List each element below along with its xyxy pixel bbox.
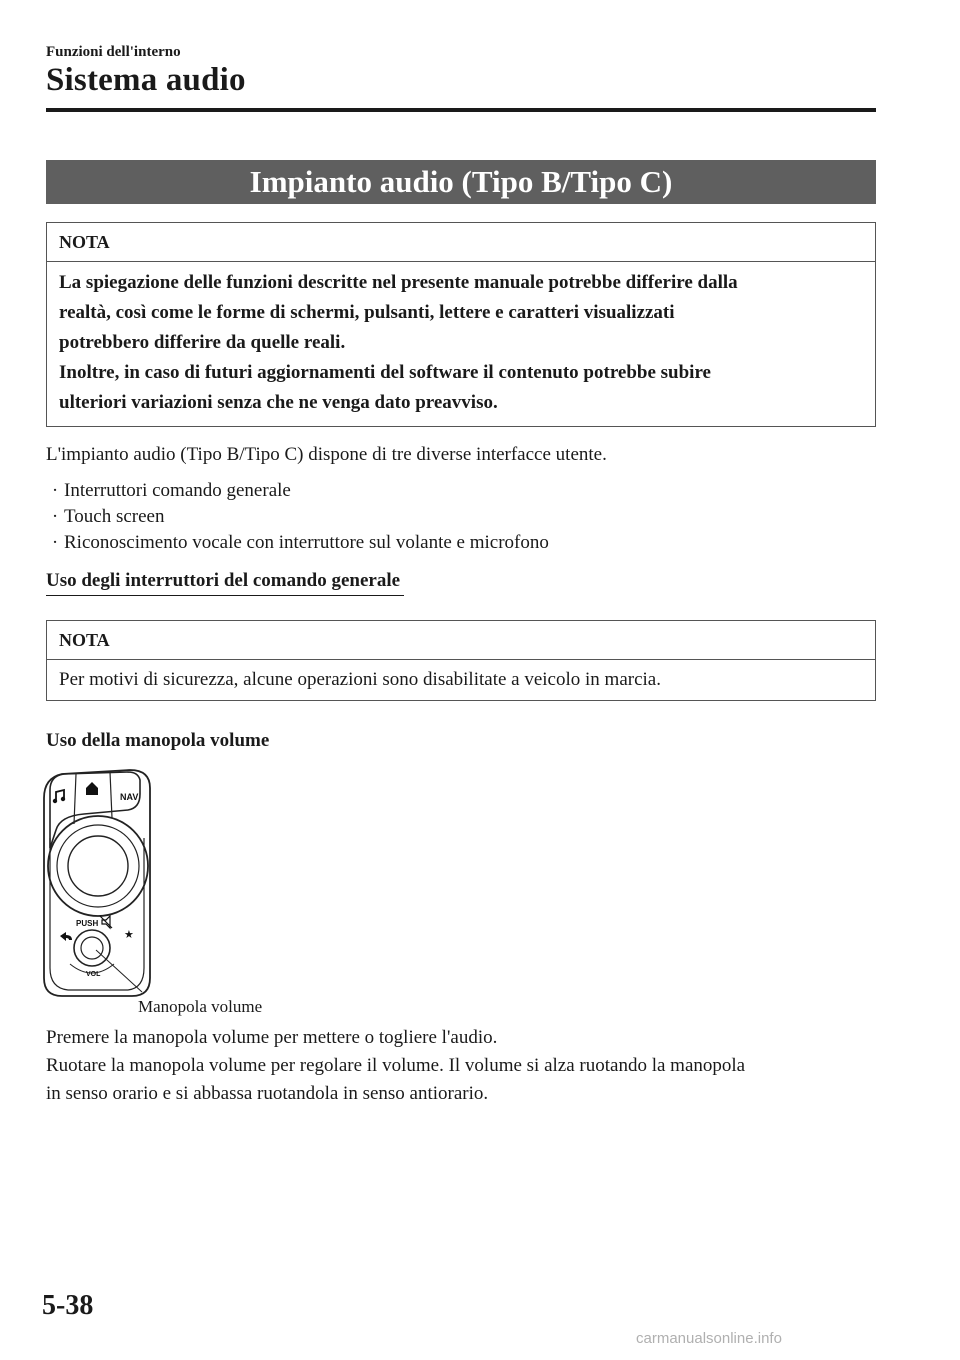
volume-knob-center	[81, 937, 103, 959]
note-line: realtà, così come le forme di schermi, pulsanti, lettere e caratteri visualizzati	[59, 302, 675, 323]
music-icon	[53, 790, 65, 803]
commander-control-diagram	[40, 768, 300, 1028]
note-text	[47, 262, 875, 426]
back-icon	[60, 932, 72, 941]
list-item-text: Interruttori comando generale	[64, 480, 291, 501]
nav-label: NAV	[120, 792, 139, 802]
note-box-safety	[46, 620, 876, 701]
bullet-marker: ·	[51, 532, 59, 553]
note-line: ulteriori variazioni senza che ne venga dato preavviso.	[59, 392, 498, 413]
bullet-marker: ·	[51, 480, 59, 501]
vol-label: VOL	[86, 971, 101, 978]
commander-knob-ring	[57, 825, 139, 907]
list-item	[46, 530, 549, 556]
note-label: NOTA	[47, 621, 875, 660]
interface-list	[46, 478, 549, 556]
heading-rule	[46, 108, 876, 112]
instructions-paragraph	[46, 1024, 745, 1108]
star-icon: ★	[124, 928, 134, 941]
note-box-general	[46, 222, 876, 427]
push-label: PUSH	[76, 919, 99, 928]
page-number: 5-38	[42, 1290, 94, 1321]
list-item	[46, 478, 549, 504]
commander-knob	[48, 816, 148, 916]
page-title: Sistema audio	[46, 62, 246, 98]
text-line: in senso orario e si abbassa ruotandola in senso antiorario.	[46, 1083, 489, 1104]
text-line: Ruotare la manopola volume per regolare il volume. Il volume si alza ruotando la manopola	[46, 1055, 746, 1076]
note-line: potrebbero differire da quelle reali.	[59, 332, 346, 353]
note-line: Inoltre, in caso di futuri aggiornamenti del software il contenuto potrebbe subire	[59, 362, 711, 383]
note-line: La spiegazione delle funzioni descritte nel presente manuale potrebbe differire dalla	[59, 272, 738, 293]
breadcrumb: Funzioni dell'interno	[46, 44, 181, 60]
text-line: Premere la manopola volume per mettere o togliere l'audio.	[46, 1027, 498, 1048]
watermark: carmanualsonline.info	[636, 1330, 782, 1347]
list-item-text: Riconoscimento vocale con interruttore sul volante e microfono	[64, 532, 549, 553]
section-banner: Impianto audio (Tipo B/Tipo C)	[46, 160, 876, 204]
note-text: Per motivi di sicurezza, alcune operazioni sono disabilitate a veicolo in marcia.	[59, 669, 661, 690]
commander-knob-center	[68, 836, 128, 896]
section-title: Uso degli interruttori del comando generale	[46, 570, 404, 596]
mute-icon	[100, 916, 112, 928]
intro-paragraph: L'impianto audio (Tipo B/Tipo C) dispone di tre diverse interfacce utente.	[46, 444, 607, 465]
list-item-text: Touch screen	[64, 506, 165, 527]
bullet-marker: ·	[51, 506, 59, 527]
subsection-title: Uso della manopola volume	[46, 730, 270, 751]
note-label: NOTA	[47, 223, 875, 262]
list-item	[46, 504, 549, 530]
volume-knob	[74, 930, 110, 966]
figure-caption: Manopola volume	[138, 997, 263, 1016]
home-icon	[86, 782, 98, 795]
